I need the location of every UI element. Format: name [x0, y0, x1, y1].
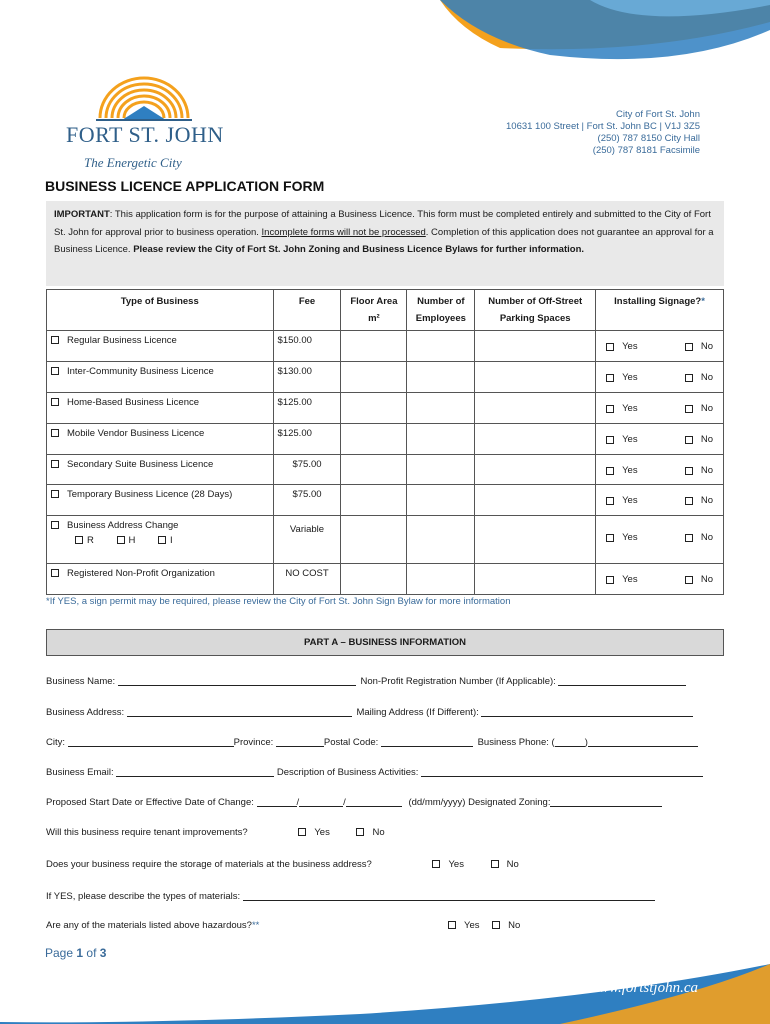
parking-input[interactable]	[475, 485, 596, 516]
header-signage: Installing Signage?*	[596, 290, 724, 331]
signage-yes-checkbox[interactable]	[606, 436, 614, 444]
header-parking: Number of Off-Street Parking Spaces	[475, 290, 596, 331]
signage-yes-checkbox[interactable]	[606, 405, 614, 413]
page-number: Page 1 of 3	[45, 946, 107, 960]
phone-area-code-field[interactable]	[555, 737, 585, 747]
important-text: . Completion of this application does not guarantee an approval for a Business Licence.	[54, 226, 714, 255]
licence-fee: $150.00	[273, 331, 341, 362]
parking-input[interactable]	[475, 362, 596, 393]
important-text: : This application form is for the purpose of attaining a Business Licence. This form must be completed entirely and submitted to the City of Fort St. John for approval prior to business operation.	[54, 209, 711, 238]
postal-code-field[interactable]	[381, 737, 473, 747]
signage-no-checkbox[interactable]	[685, 497, 693, 505]
licence-checkbox[interactable]	[51, 460, 59, 468]
licence-fee: $130.00	[273, 362, 341, 393]
important-bold-text: Please review the City of Fort St. John Zoning and Business Licence Bylaws for further information.	[133, 244, 585, 255]
city-field[interactable]	[68, 737, 234, 747]
start-date-row: Proposed Start Date or Effective Date of Change: / / (dd/mm/yyyy) Designated Zoning:	[46, 797, 662, 808]
employees-input[interactable]	[407, 516, 475, 564]
contact-line: 10631 100 Street | Fort St. John BC | V1J 3Z5	[506, 121, 700, 132]
city-row: City: Province: Postal Code: Business Phone: ( )	[46, 737, 698, 748]
licence-type: Temporary Business Licence (28 Days)	[67, 489, 233, 500]
footer-website[interactable]: www.fortstjohn.ca	[589, 980, 698, 996]
phone-number-field[interactable]	[588, 737, 698, 747]
licence-type: Home-Based Business Licence	[67, 397, 200, 408]
address-row: Business Address: Mailing Address (If Different):	[46, 707, 693, 718]
licence-fee: $75.00	[273, 455, 341, 485]
licence-checkbox[interactable]	[51, 429, 59, 437]
contact-line: (250) 787 8150 City Hall	[597, 133, 700, 144]
business-name-row: Business Name: Non-Profit Registration Number (If Applicable):	[46, 676, 686, 687]
tenant-no-checkbox[interactable]	[356, 828, 364, 836]
city-contact-block	[506, 109, 700, 157]
business-address-field[interactable]	[127, 707, 352, 717]
important-label: IMPORTANT	[54, 209, 110, 220]
signage-yes-checkbox[interactable]	[606, 374, 614, 382]
signage-yes-checkbox[interactable]	[606, 576, 614, 584]
parking-input[interactable]	[475, 564, 596, 595]
header-floor-area: Floor Area m²	[341, 290, 407, 331]
important-notice	[46, 201, 724, 286]
signage-no-checkbox[interactable]	[685, 343, 693, 351]
table-row: Mobile Vendor Business Licence $125.00 Yes No	[47, 424, 724, 455]
address-change-codes: R H I	[75, 535, 269, 546]
licence-fee: $125.00	[273, 424, 341, 455]
table-row: Regular Business Licence $150.00 Yes No	[47, 331, 724, 362]
licence-checkbox[interactable]	[51, 569, 59, 577]
start-year-field[interactable]	[346, 797, 402, 807]
floor-area-input[interactable]	[341, 424, 407, 455]
tenant-row: Will this business require tenant improvements? Yes No	[46, 827, 385, 838]
zoning-field[interactable]	[550, 797, 662, 807]
sign-permit-note: *If YES, a sign permit may be required, please review the City of Fort St. John Sign Bylaw for more information	[46, 596, 511, 607]
licence-checkbox[interactable]	[51, 336, 59, 344]
licence-checkbox[interactable]	[51, 398, 59, 406]
floor-area-input[interactable]	[341, 455, 407, 485]
storage-row: Does your business require the storage of materials at the business address? Yes No	[46, 859, 519, 870]
logo-title: FORT ST. JOHN	[66, 122, 224, 147]
table-row: Temporary Business Licence (28 Days) $75.00 Yes No	[47, 485, 724, 516]
signage-yes-checkbox[interactable]	[606, 467, 614, 475]
signage-yes-checkbox[interactable]	[606, 534, 614, 542]
licence-checkbox[interactable]	[51, 521, 59, 529]
floor-area-input[interactable]	[341, 393, 407, 424]
licence-type: Inter-Community Business Licence	[67, 366, 214, 377]
table-row: Secondary Suite Business Licence $75.00 Yes No	[47, 455, 724, 485]
header-type: Type of Business	[47, 290, 274, 331]
code-h-checkbox[interactable]	[117, 536, 125, 544]
header-fee: Fee	[273, 290, 341, 331]
employees-input[interactable]	[407, 393, 475, 424]
signage-yes-checkbox[interactable]	[606, 343, 614, 351]
licence-type-table	[46, 289, 724, 595]
hazardous-no-checkbox[interactable]	[492, 921, 500, 929]
table-row: Business Address Change R H I Variable Yes No	[47, 516, 724, 564]
non-profit-reg-field[interactable]	[558, 676, 686, 686]
parking-input[interactable]	[475, 424, 596, 455]
province-field[interactable]	[276, 737, 324, 747]
employees-input[interactable]	[407, 485, 475, 516]
employees-input[interactable]	[407, 455, 475, 485]
licence-fee: $75.00	[273, 485, 341, 516]
table-row: Home-Based Business Licence $125.00 Yes No	[47, 393, 724, 424]
parking-input[interactable]	[475, 331, 596, 362]
table-row: Registered Non-Profit Organization NO COST Yes No	[47, 564, 724, 595]
logo-subtitle: The Energetic City	[84, 155, 182, 170]
signage-no-checkbox[interactable]	[685, 534, 693, 542]
tenant-yes-checkbox[interactable]	[298, 828, 306, 836]
floor-area-input[interactable]	[341, 362, 407, 393]
licence-type: Secondary Suite Business Licence	[67, 459, 214, 470]
signage-no-checkbox[interactable]	[685, 576, 693, 584]
parking-input[interactable]	[475, 393, 596, 424]
business-name-field[interactable]	[118, 676, 356, 686]
signage-no-checkbox[interactable]	[685, 467, 693, 475]
employees-input[interactable]	[407, 331, 475, 362]
floor-area-input[interactable]	[341, 485, 407, 516]
signage-yes-checkbox[interactable]	[606, 497, 614, 505]
licence-type: Mobile Vendor Business Licence	[67, 428, 205, 439]
parking-input[interactable]	[475, 516, 596, 564]
contact-line: (250) 787 8181 Facsimile	[592, 145, 700, 156]
important-underlined: Incomplete forms will not be processed	[261, 226, 426, 238]
code-i-checkbox[interactable]	[158, 536, 166, 544]
employees-input[interactable]	[407, 564, 475, 595]
licence-fee: Variable	[273, 516, 341, 564]
header-swoosh-graphic	[440, 0, 770, 80]
signage-no-checkbox[interactable]	[685, 405, 693, 413]
licence-type: Business Address Change	[67, 520, 179, 531]
signage-no-checkbox[interactable]	[685, 436, 693, 444]
floor-area-input[interactable]	[341, 564, 407, 595]
hazardous-yes-checkbox[interactable]	[448, 921, 456, 929]
part-a-heading: PART A – BUSINESS INFORMATION	[46, 629, 724, 656]
licence-type: Regular Business Licence	[67, 335, 177, 346]
floor-area-input[interactable]	[341, 516, 407, 564]
code-r-checkbox[interactable]	[75, 536, 83, 544]
table-header-row	[47, 290, 724, 331]
start-day-field[interactable]	[257, 797, 297, 807]
form-title: BUSINESS LICENCE APPLICATION FORM	[45, 178, 325, 194]
licence-checkbox[interactable]	[51, 490, 59, 498]
materials-description-field[interactable]	[243, 891, 655, 901]
hazardous-row: Are any of the materials listed above hazardous?** Yes No	[46, 920, 521, 931]
storage-yes-checkbox[interactable]	[432, 860, 440, 868]
parking-input[interactable]	[475, 455, 596, 485]
licence-fee: $125.00	[273, 393, 341, 424]
mailing-address-field[interactable]	[481, 707, 693, 717]
storage-no-checkbox[interactable]	[491, 860, 499, 868]
header-employees: Number of Employees	[407, 290, 475, 331]
floor-area-input[interactable]	[341, 331, 407, 362]
contact-line: City of Fort St. John	[616, 109, 700, 120]
employees-input[interactable]	[407, 424, 475, 455]
signage-no-checkbox[interactable]	[685, 374, 693, 382]
materials-row: If YES, please describe the types of materials:	[46, 891, 655, 902]
business-description-field[interactable]	[421, 767, 703, 777]
start-month-field[interactable]	[299, 797, 343, 807]
licence-checkbox[interactable]	[51, 367, 59, 375]
email-row: Business Email: Description of Business Activities:	[46, 767, 703, 778]
employees-input[interactable]	[407, 362, 475, 393]
table-row: Inter-Community Business Licence $130.00 Yes No	[47, 362, 724, 393]
licence-type: Registered Non-Profit Organization	[67, 568, 215, 579]
business-email-field[interactable]	[116, 767, 274, 777]
licence-fee: NO COST	[273, 564, 341, 595]
